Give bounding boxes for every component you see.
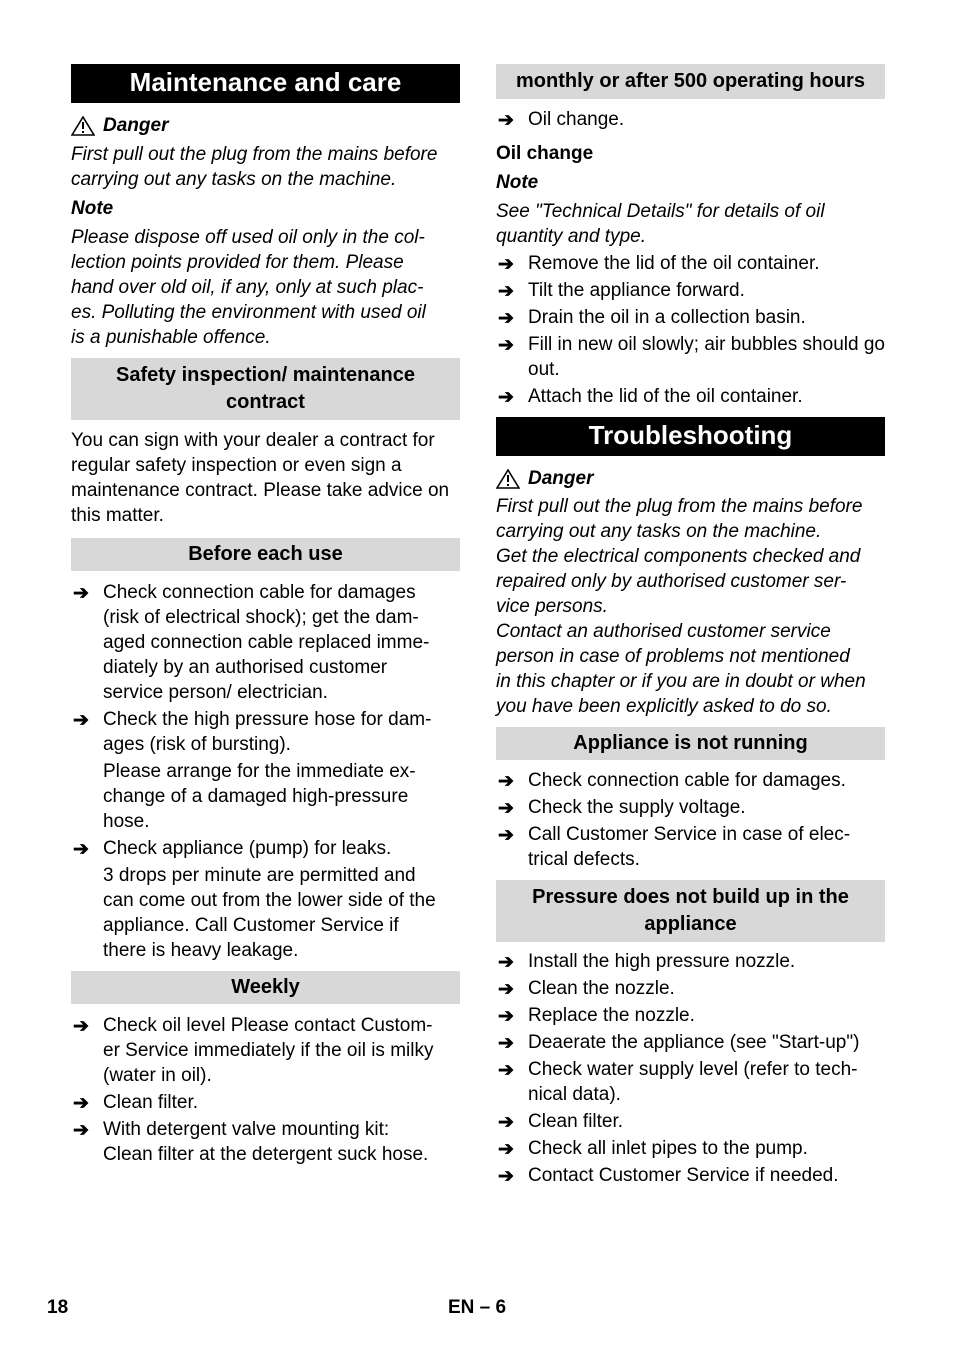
list-item	[496, 107, 885, 132]
heading-pressure-not-building: Pressure does not build up in the appliance	[496, 880, 885, 942]
item-line: ages (risk of bursting).	[103, 734, 291, 755]
item-line: there is heavy leakage.	[103, 940, 299, 961]
list-item	[71, 707, 460, 757]
item-line: can come out from the lower side of the	[103, 890, 436, 911]
item-line: 3 drops per minute are permitted and	[103, 865, 416, 886]
page-code: EN – 6	[448, 1297, 507, 1318]
list-item	[496, 1057, 885, 1107]
list-item	[496, 1163, 885, 1188]
item-line: Check the supply voltage.	[528, 797, 746, 818]
item-line: Install the high pressure nozzle.	[528, 951, 796, 972]
heading-before-each-use: Before each use	[71, 538, 460, 571]
arrow-right-icon: ➔	[498, 771, 514, 792]
notrunning-list	[496, 768, 885, 872]
arrow-right-icon: ➔	[498, 1139, 514, 1160]
item-line: Remove the lid of the oil container.	[528, 253, 820, 274]
item-line: (water in oil).	[103, 1065, 212, 1086]
list-item	[496, 1030, 885, 1055]
note-text	[71, 225, 460, 350]
item-line: Fill in new oil slowly; air bubbles should go out.	[528, 334, 885, 380]
danger-line: person in case of problems not mentioned	[496, 646, 850, 667]
list-item	[71, 1090, 460, 1115]
danger-line: repaired only by authorised customer ser-	[496, 571, 847, 592]
note-line: is a punishable offence.	[71, 327, 271, 348]
danger-text	[496, 494, 885, 719]
item-line: Please arrange for the immediate ex-	[103, 761, 416, 782]
item-line: service person/ electrician.	[103, 682, 328, 703]
item-line: Replace the nozzle.	[528, 1005, 695, 1026]
note-line: lection points provided for them. Please	[71, 252, 404, 273]
heading-monthly: monthly or after 500 operating hours	[496, 64, 885, 99]
item-line: change of a damaged high-pressure	[103, 786, 409, 807]
list-item	[496, 332, 885, 382]
danger-line: you have been explicitly asked to do so.	[496, 696, 832, 717]
list-item	[496, 768, 885, 793]
danger-label-row	[496, 468, 885, 490]
arrow-right-icon: ➔	[498, 1166, 514, 1187]
list-item	[496, 278, 885, 303]
item-line: Contact Customer Service if needed.	[528, 1165, 839, 1186]
list-item-detail	[71, 759, 460, 834]
arrow-right-icon: ➔	[73, 710, 89, 731]
item-line: aged connection cable replaced imme-	[103, 632, 430, 653]
note-line: Please dispose off used oil only in the col-	[71, 227, 425, 248]
arrow-right-icon: ➔	[498, 254, 514, 275]
list-item	[496, 251, 885, 276]
oil-list	[496, 251, 885, 409]
list-item	[71, 836, 460, 861]
list-item	[496, 1136, 885, 1161]
item-line: nical data).	[528, 1084, 621, 1105]
weekly-list	[71, 1013, 460, 1167]
arrow-right-icon: ➔	[73, 583, 89, 604]
warning-triangle-icon	[71, 116, 95, 136]
danger-text: First pull out the plug from the mains before carrying out any tasks on the machine.	[71, 144, 438, 190]
arrow-right-icon: ➔	[73, 1093, 89, 1114]
danger-label: Danger	[103, 115, 169, 136]
item-line: Clean filter.	[103, 1092, 199, 1113]
danger-label: Danger	[528, 468, 594, 489]
arrow-right-icon: ➔	[73, 1016, 89, 1037]
item-line: er Service immediately if the oil is milky	[103, 1040, 434, 1061]
item-line: Check oil level Please contact Custom-	[103, 1015, 433, 1036]
danger-label-row	[71, 115, 460, 137]
heading-appliance-not-running: Appliance is not running	[496, 727, 885, 760]
item-line: Clean the nozzle.	[528, 978, 675, 999]
arrow-right-icon: ➔	[498, 952, 514, 973]
page-number: 18	[47, 1297, 69, 1318]
item-line: diately by an authorised customer	[103, 657, 388, 678]
list-item	[496, 795, 885, 820]
item-line: Attach the lid of the oil container.	[528, 386, 803, 407]
heading-oil-change: Oil change	[496, 143, 594, 164]
arrow-right-icon: ➔	[498, 1060, 514, 1081]
item-line: Check the high pressure hose for dam-	[103, 709, 432, 730]
danger-line: vice persons.	[496, 596, 608, 617]
list-item	[496, 305, 885, 330]
list-item	[71, 580, 460, 705]
item-line: Call Customer Service in case of elec-	[528, 824, 851, 845]
list-item	[71, 1013, 460, 1088]
list-item	[496, 1003, 885, 1028]
danger-line: Contact an authorised customer service	[496, 621, 831, 642]
warning-triangle-icon	[496, 469, 520, 489]
list-item	[496, 976, 885, 1001]
item-line: Deaerate the appliance (see "Start-up")	[528, 1032, 860, 1053]
danger-line: in this chapter or if you are in doubt or when	[496, 671, 866, 692]
arrow-right-icon: ➔	[498, 1112, 514, 1133]
danger-line: carrying out any tasks on the machine.	[496, 521, 822, 542]
section-title-troubleshooting: Troubleshooting	[496, 417, 885, 456]
arrow-right-icon: ➔	[498, 110, 514, 131]
item-line: Check connection cable for damages.	[528, 770, 846, 791]
list-item	[71, 1117, 460, 1167]
item-line: Drain the oil in a collection basin.	[528, 307, 806, 328]
list-item	[496, 1109, 885, 1134]
item-line: (risk of electrical shock); get the dam-	[103, 607, 419, 628]
arrow-right-icon: ➔	[498, 825, 514, 846]
list-item-detail	[71, 863, 460, 963]
danger-line: Get the electrical components checked and	[496, 546, 861, 567]
pressure-list	[496, 949, 885, 1188]
note-label: Note	[496, 172, 539, 193]
heading-safety-inspection: Safety inspection/ maintenance contract	[71, 358, 460, 420]
item-line: With detergent valve mounting kit:	[103, 1119, 390, 1140]
item-line: trical defects.	[528, 849, 640, 870]
arrow-right-icon: ➔	[498, 979, 514, 1000]
note-label: Note	[71, 198, 114, 219]
item-line: Oil change.	[528, 109, 625, 130]
arrow-right-icon: ➔	[73, 1120, 89, 1141]
arrow-right-icon: ➔	[498, 335, 514, 356]
item-line: Clean filter at the detergent suck hose.	[103, 1144, 429, 1165]
list-item	[496, 949, 885, 974]
arrow-right-icon: ➔	[498, 1006, 514, 1027]
right-column	[496, 64, 885, 1188]
arrow-right-icon: ➔	[498, 798, 514, 819]
note-line: es. Polluting the environment with used oil	[71, 302, 426, 323]
arrow-right-icon: ➔	[73, 839, 89, 860]
safety-text: You can sign with your dealer a contract for regular safety inspection or even sign a maintenance contract. Please take advice on this matter.	[71, 430, 450, 526]
item-line: Check water supply level (refer to tech-	[528, 1059, 858, 1080]
note-line: hand over old oil, if any, only at such plac-	[71, 277, 424, 298]
arrow-right-icon: ➔	[498, 281, 514, 302]
arrow-right-icon: ➔	[498, 387, 514, 408]
arrow-right-icon: ➔	[498, 308, 514, 329]
item-line: Check connection cable for damages	[103, 582, 416, 603]
danger-line: First pull out the plug from the mains before	[496, 496, 863, 517]
item-line: Check all inlet pipes to the pump.	[528, 1138, 808, 1159]
heading-weekly: Weekly	[71, 971, 460, 1004]
note-text: See "Technical Details" for details of oil quantity and type.	[496, 201, 825, 247]
list-item	[496, 822, 885, 872]
item-line: appliance. Call Customer Service if	[103, 915, 399, 936]
item-line: Clean filter.	[528, 1111, 624, 1132]
item-line: hose.	[103, 811, 150, 832]
section-title-maintenance: Maintenance and care	[71, 64, 460, 103]
before-list	[71, 580, 460, 963]
item-line: Tilt the appliance forward.	[528, 280, 745, 301]
item-line: Check appliance (pump) for leaks.	[103, 838, 392, 859]
arrow-right-icon: ➔	[498, 1033, 514, 1054]
list-item	[496, 384, 885, 409]
left-column	[71, 64, 460, 1167]
